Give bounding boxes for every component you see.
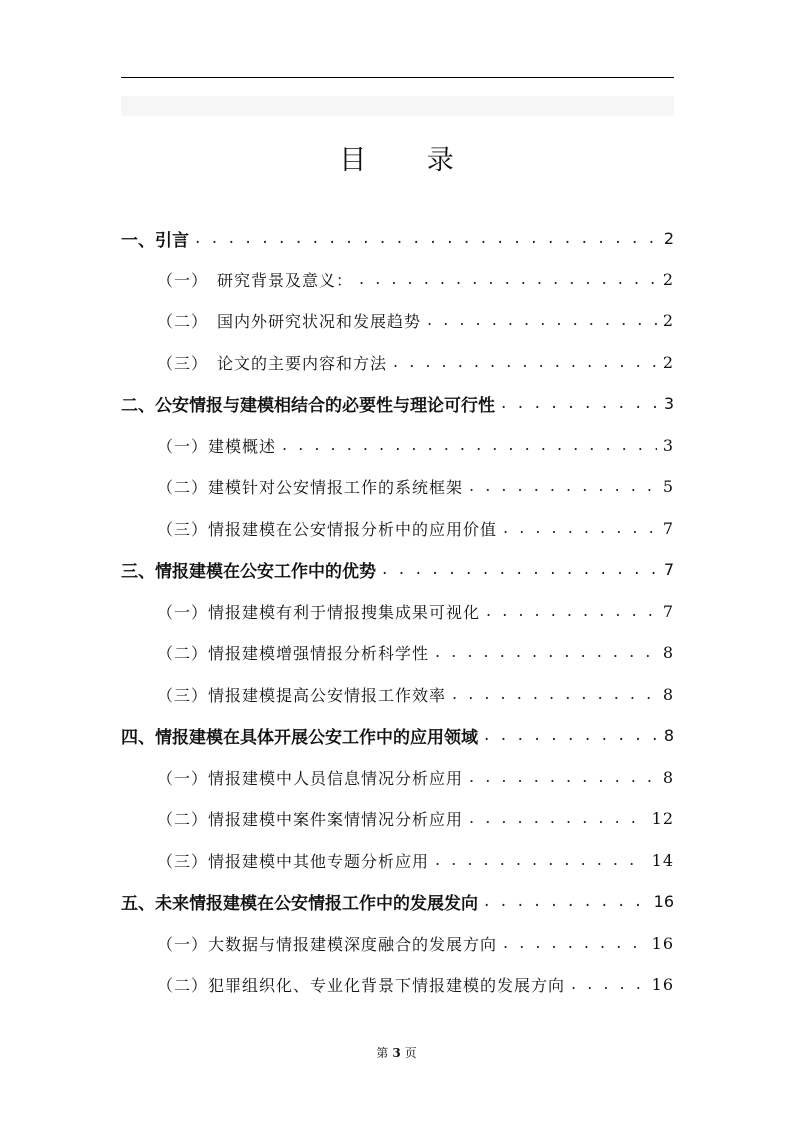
toc-entry-text: 四、情报建模在具体开展公安工作中的应用领域 xyxy=(121,727,478,748)
toc-leader xyxy=(501,393,658,413)
toc-entry-page: 7 xyxy=(663,559,674,579)
toc-entry-text: （一）大数据与情报建模深度融合的发展方向 xyxy=(157,934,498,954)
toc-entry[interactable] xyxy=(121,259,674,299)
toc-leader xyxy=(486,601,657,620)
toc-entry[interactable] xyxy=(121,466,674,506)
toc-entry-text: （二） 国内外研究状况和发展趋势 xyxy=(157,311,422,331)
toc-entry-page: 2 xyxy=(662,310,674,330)
toc-entry-page: 2 xyxy=(662,269,674,289)
toc-entry[interactable] xyxy=(121,923,674,963)
toc-entry[interactable] xyxy=(121,218,674,258)
toc-entry-page: 7 xyxy=(662,518,674,538)
toc-leader xyxy=(359,269,657,288)
toc-entry-page: 8 xyxy=(662,767,674,787)
toc-leader xyxy=(393,352,657,371)
page-footer xyxy=(0,1044,793,1061)
header-band xyxy=(121,96,674,116)
toc-entry[interactable] xyxy=(121,342,674,382)
toc-entry-page: 16 xyxy=(651,974,674,994)
toc-leader xyxy=(503,518,657,537)
toc-leader xyxy=(282,435,657,454)
toc-entry-page: 7 xyxy=(662,601,674,621)
toc-entry-text: （二）情报建模增强情报分析科学性 xyxy=(157,643,430,663)
toc-entry[interactable] xyxy=(121,383,674,423)
toc-leader xyxy=(452,684,657,703)
toc-entry-page: 2 xyxy=(663,228,674,248)
toc-entry[interactable] xyxy=(121,757,674,797)
toc-entry-text: 五、未来情报建模在公安情报工作中的发展发向 xyxy=(121,893,478,914)
toc-entry-page: 2 xyxy=(662,352,674,372)
toc-entry-page: 8 xyxy=(663,725,674,745)
footer-page-number: 3 xyxy=(392,1046,401,1060)
toc-entry[interactable] xyxy=(121,964,674,1004)
header-rule xyxy=(121,77,674,78)
toc-leader xyxy=(571,974,646,993)
toc-leader xyxy=(195,228,658,248)
toc-entry-text: （一）建模概述 xyxy=(157,436,277,456)
toc-entry-page: 3 xyxy=(662,435,674,455)
toc-entry-text: （二）建模针对公安情报工作的系统框架 xyxy=(157,477,464,497)
toc-entry[interactable] xyxy=(121,881,674,921)
toc-entry-page: 16 xyxy=(651,933,674,953)
toc-entry[interactable] xyxy=(121,632,674,672)
toc-leader xyxy=(435,642,657,661)
toc-entry-page: 3 xyxy=(663,393,674,413)
toc-entry-page: 14 xyxy=(651,850,674,870)
footer-suffix: 页 xyxy=(404,1046,417,1060)
toc-entry-text: （三） 论文的主要内容和方法 xyxy=(157,353,388,373)
toc-entry[interactable] xyxy=(121,674,674,714)
toc-leader xyxy=(484,725,658,745)
toc-leader xyxy=(427,310,657,329)
toc-leader xyxy=(484,891,648,911)
toc-entry[interactable] xyxy=(121,549,674,589)
toc-entry-text: 一、引言 xyxy=(121,230,189,251)
toc-entry[interactable] xyxy=(121,591,674,631)
footer-prefix: 第 xyxy=(376,1046,389,1060)
toc-entry-text: （一） 研究背景及意义： xyxy=(157,270,354,290)
toc-entry[interactable] xyxy=(121,508,674,548)
toc-entry-page: 8 xyxy=(662,642,674,662)
toc-entry[interactable] xyxy=(121,840,674,880)
toc-entry[interactable] xyxy=(121,300,674,340)
toc-entry-page: 12 xyxy=(651,808,674,828)
toc-leader xyxy=(503,933,646,952)
toc-leader xyxy=(435,850,646,869)
toc-entry[interactable] xyxy=(121,425,674,465)
toc-entry-text: （一）情报建模有利于情报搜集成果可视化 xyxy=(157,602,481,622)
toc-entry[interactable] xyxy=(121,715,674,755)
toc-leader xyxy=(382,559,658,579)
toc-entry-text: （三）情报建模在公安情报分析中的应用价值 xyxy=(157,519,498,539)
toc-entry-page: 16 xyxy=(653,891,674,911)
toc-entry-text: 二、公安情报与建模相结合的必要性与理论可行性 xyxy=(121,395,495,416)
toc-leader xyxy=(469,476,657,495)
toc-entry-page: 8 xyxy=(662,684,674,704)
toc-entry-text: （二）情报建模中案件案情情况分析应用 xyxy=(157,809,464,829)
toc-leader xyxy=(469,808,646,827)
toc-entry-text: 三、情报建模在公安工作中的优势 xyxy=(121,561,376,582)
toc-entry-text: （三）情报建模提高公安情报工作效率 xyxy=(157,685,447,705)
toc-entry-text: （三）情报建模中其他专题分析应用 xyxy=(157,851,430,871)
toc-entry[interactable] xyxy=(121,798,674,838)
toc-leader xyxy=(469,767,657,786)
page-title: 目 录 xyxy=(339,145,480,176)
toc-entry-text: （二）犯罪组织化、专业化背景下情报建模的发展方向 xyxy=(157,975,566,995)
toc-entry-text: （一）情报建模中人员信息情况分析应用 xyxy=(157,768,464,788)
toc-entry-page: 5 xyxy=(662,476,674,496)
